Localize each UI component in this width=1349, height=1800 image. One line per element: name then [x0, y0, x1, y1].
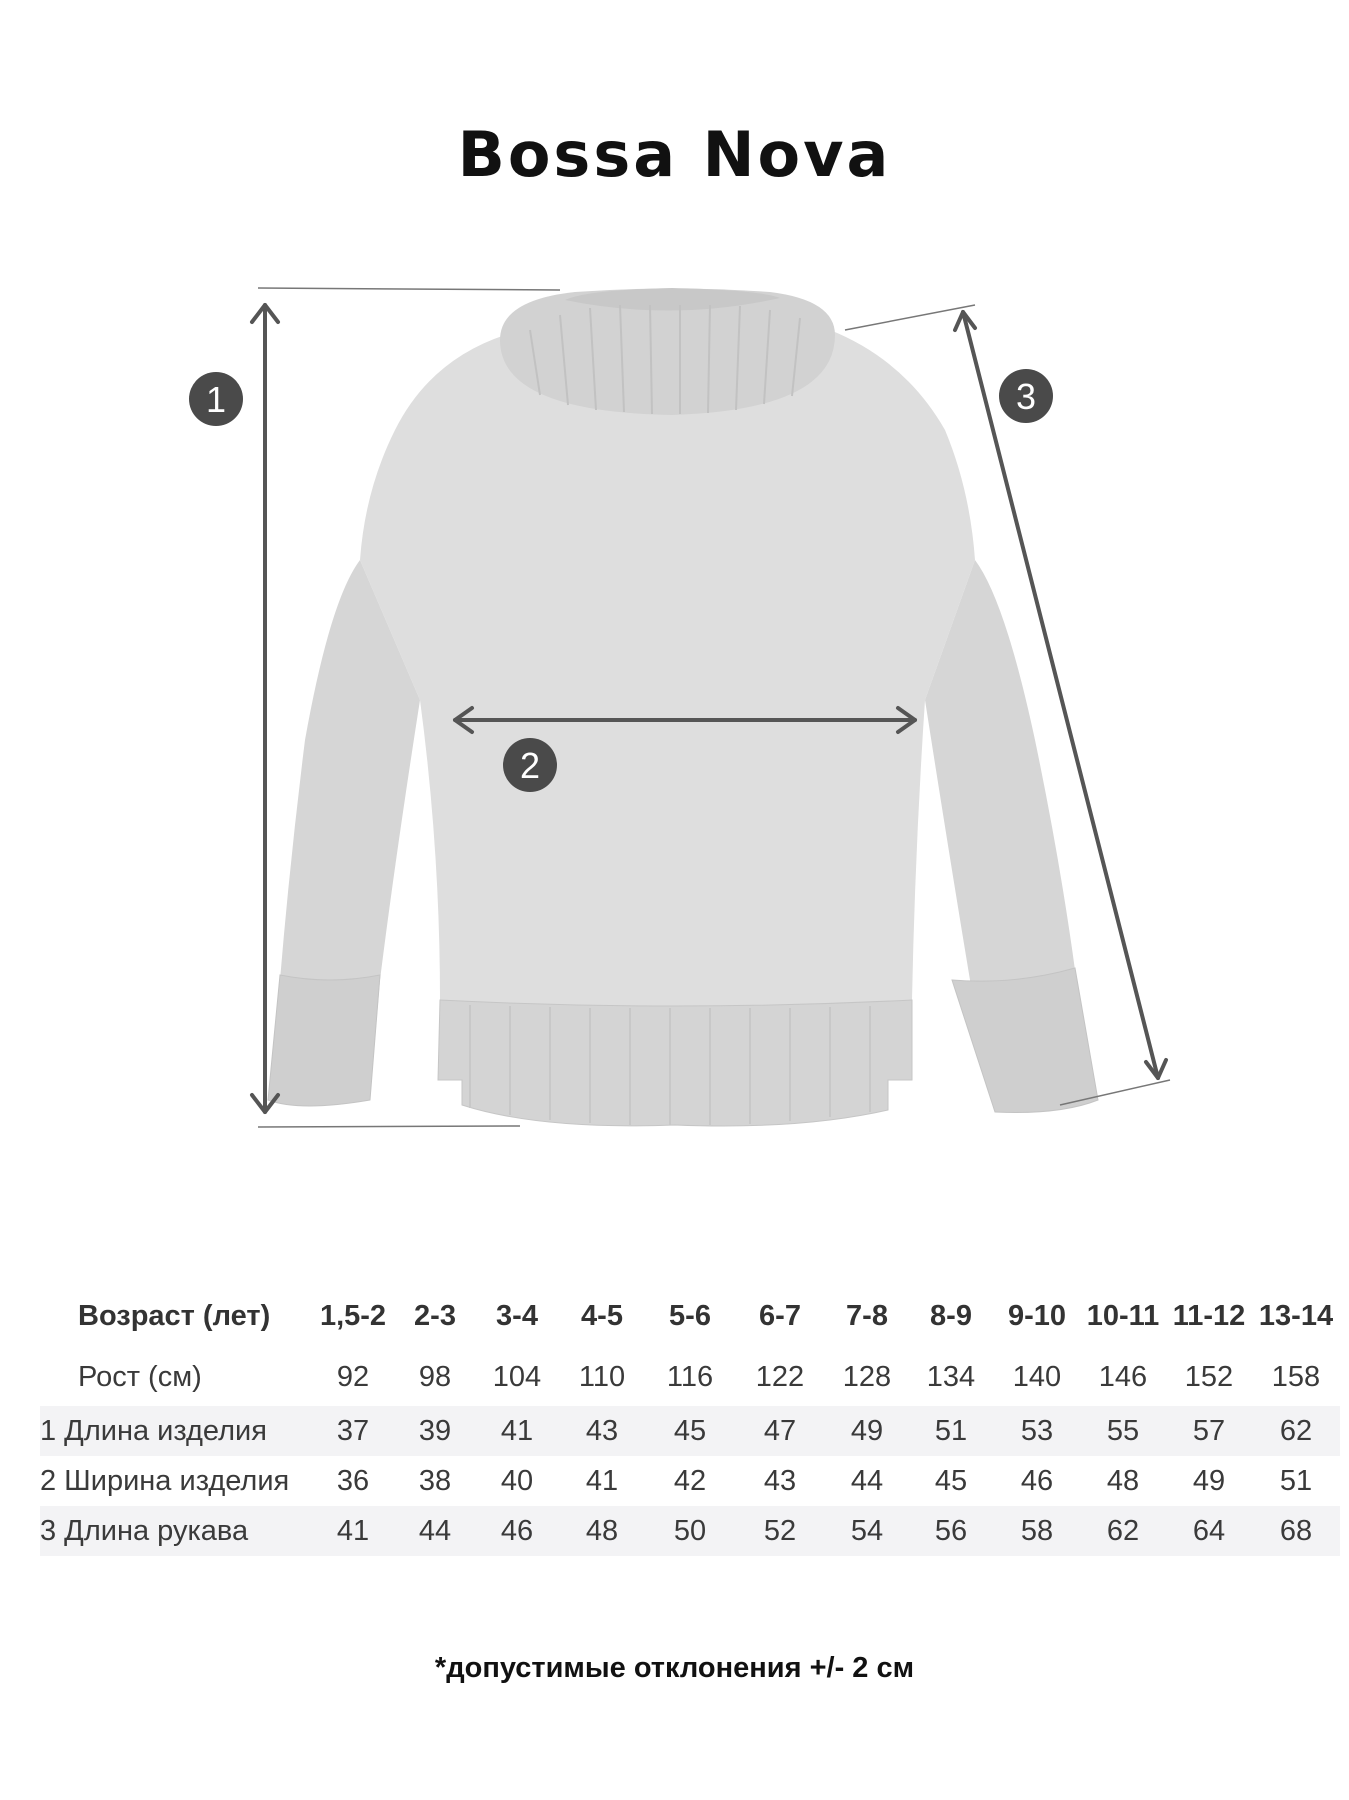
table-cell: 41	[476, 1406, 558, 1456]
row-label-width: 2 Ширина изделия	[40, 1464, 290, 1497]
table-cell: 104	[492, 1360, 542, 1393]
table-cell: 39	[394, 1406, 476, 1456]
table-cell: 2-3	[414, 1299, 456, 1332]
table-cell: 46	[1020, 1464, 1054, 1497]
table-cell: 4-5	[581, 1299, 623, 1332]
table-cell: 51	[908, 1406, 994, 1456]
table-cell: 45	[646, 1406, 734, 1456]
table-cell: 40	[500, 1464, 534, 1497]
table-cell: 42	[673, 1464, 707, 1497]
table-cell: 158	[1271, 1360, 1321, 1393]
arrow-length	[252, 305, 278, 1112]
table-cell: 134	[926, 1360, 976, 1393]
row-label-age: Возраст (лет)	[78, 1299, 271, 1332]
table-cell: 54	[826, 1506, 908, 1556]
row-label-sleeve: 3 Длина рукава	[40, 1506, 312, 1556]
table-cell: 57	[1166, 1406, 1252, 1456]
left-cuff	[268, 975, 380, 1106]
table-row-width	[40, 1456, 1340, 1506]
table-cell: 53	[994, 1406, 1080, 1456]
table-cell: 62	[1252, 1406, 1340, 1456]
brand-title: Bossa Nova	[457, 118, 892, 191]
table-cell: 62	[1080, 1506, 1166, 1556]
table-cell: 8-9	[930, 1299, 972, 1332]
row-label-height: Рост (см)	[78, 1360, 202, 1393]
table-cell: 110	[578, 1360, 626, 1393]
table-cell: 43	[763, 1464, 797, 1497]
table-row-length	[40, 1406, 1340, 1456]
table-cell: 6-7	[759, 1299, 801, 1332]
table-cell: 9-10	[1007, 1299, 1067, 1332]
table-cell: 5-6	[669, 1299, 711, 1332]
table-cell: 36	[336, 1464, 370, 1497]
table-cell: 7-8	[846, 1299, 888, 1332]
table-cell: 68	[1252, 1506, 1340, 1556]
table-cell: 37	[312, 1406, 394, 1456]
table-cell: 45	[934, 1464, 968, 1497]
badge-2	[503, 738, 557, 792]
table-cell: 146	[1098, 1360, 1148, 1393]
table-cell: 46	[476, 1506, 558, 1556]
table-cell: 44	[394, 1506, 476, 1556]
table-cell: 41	[585, 1464, 619, 1497]
table-cell: 52	[734, 1506, 826, 1556]
table-cell: 58	[994, 1506, 1080, 1556]
table-cell: 50	[646, 1506, 734, 1556]
table-cell: 64	[1166, 1506, 1252, 1556]
table-row-sleeve	[40, 1506, 1340, 1556]
table-cell: 44	[850, 1464, 884, 1497]
badge-1	[189, 372, 243, 426]
tolerance-footnote: *допустимые отклонения +/- 2 см	[434, 1652, 915, 1684]
table-cell: 47	[734, 1406, 826, 1456]
table-cell: 3-4	[496, 1299, 538, 1332]
table-cell: 48	[558, 1506, 646, 1556]
right-cuff	[952, 968, 1098, 1113]
size-chart-table	[40, 1284, 1340, 1556]
table-cell: 116	[666, 1360, 714, 1393]
table-cell: 43	[558, 1406, 646, 1456]
table-cell: 152	[1184, 1360, 1234, 1393]
table-row-age	[40, 1284, 1340, 1348]
table-cell: 122	[755, 1360, 805, 1393]
table-cell: 140	[1012, 1360, 1062, 1393]
table-cell: 56	[908, 1506, 994, 1556]
table-row-height	[40, 1348, 1340, 1406]
table-cell: 98	[418, 1360, 452, 1393]
svg-text:2: 2	[519, 745, 541, 786]
table-cell: 41	[312, 1506, 394, 1556]
svg-text:3: 3	[1015, 376, 1037, 417]
table-cell: 49	[826, 1406, 908, 1456]
sweater-illustration	[268, 288, 1098, 1126]
table-cell: 13-14	[1258, 1299, 1334, 1332]
table-cell: 10-11	[1086, 1299, 1160, 1332]
row-label-length: 1 Длина изделия	[40, 1406, 312, 1456]
table-cell: 38	[418, 1464, 452, 1497]
table-cell: 92	[336, 1360, 370, 1393]
table-cell: 48	[1106, 1464, 1140, 1497]
table-cell: 51	[1279, 1464, 1313, 1497]
table-cell: 128	[842, 1360, 892, 1393]
table-cell: 11-12	[1172, 1299, 1246, 1332]
table-cell: 1,5-2	[319, 1299, 387, 1332]
table-cell: 55	[1080, 1406, 1166, 1456]
table-cell: 49	[1192, 1464, 1226, 1497]
svg-text:1: 1	[205, 379, 227, 420]
badge-3	[999, 369, 1053, 423]
